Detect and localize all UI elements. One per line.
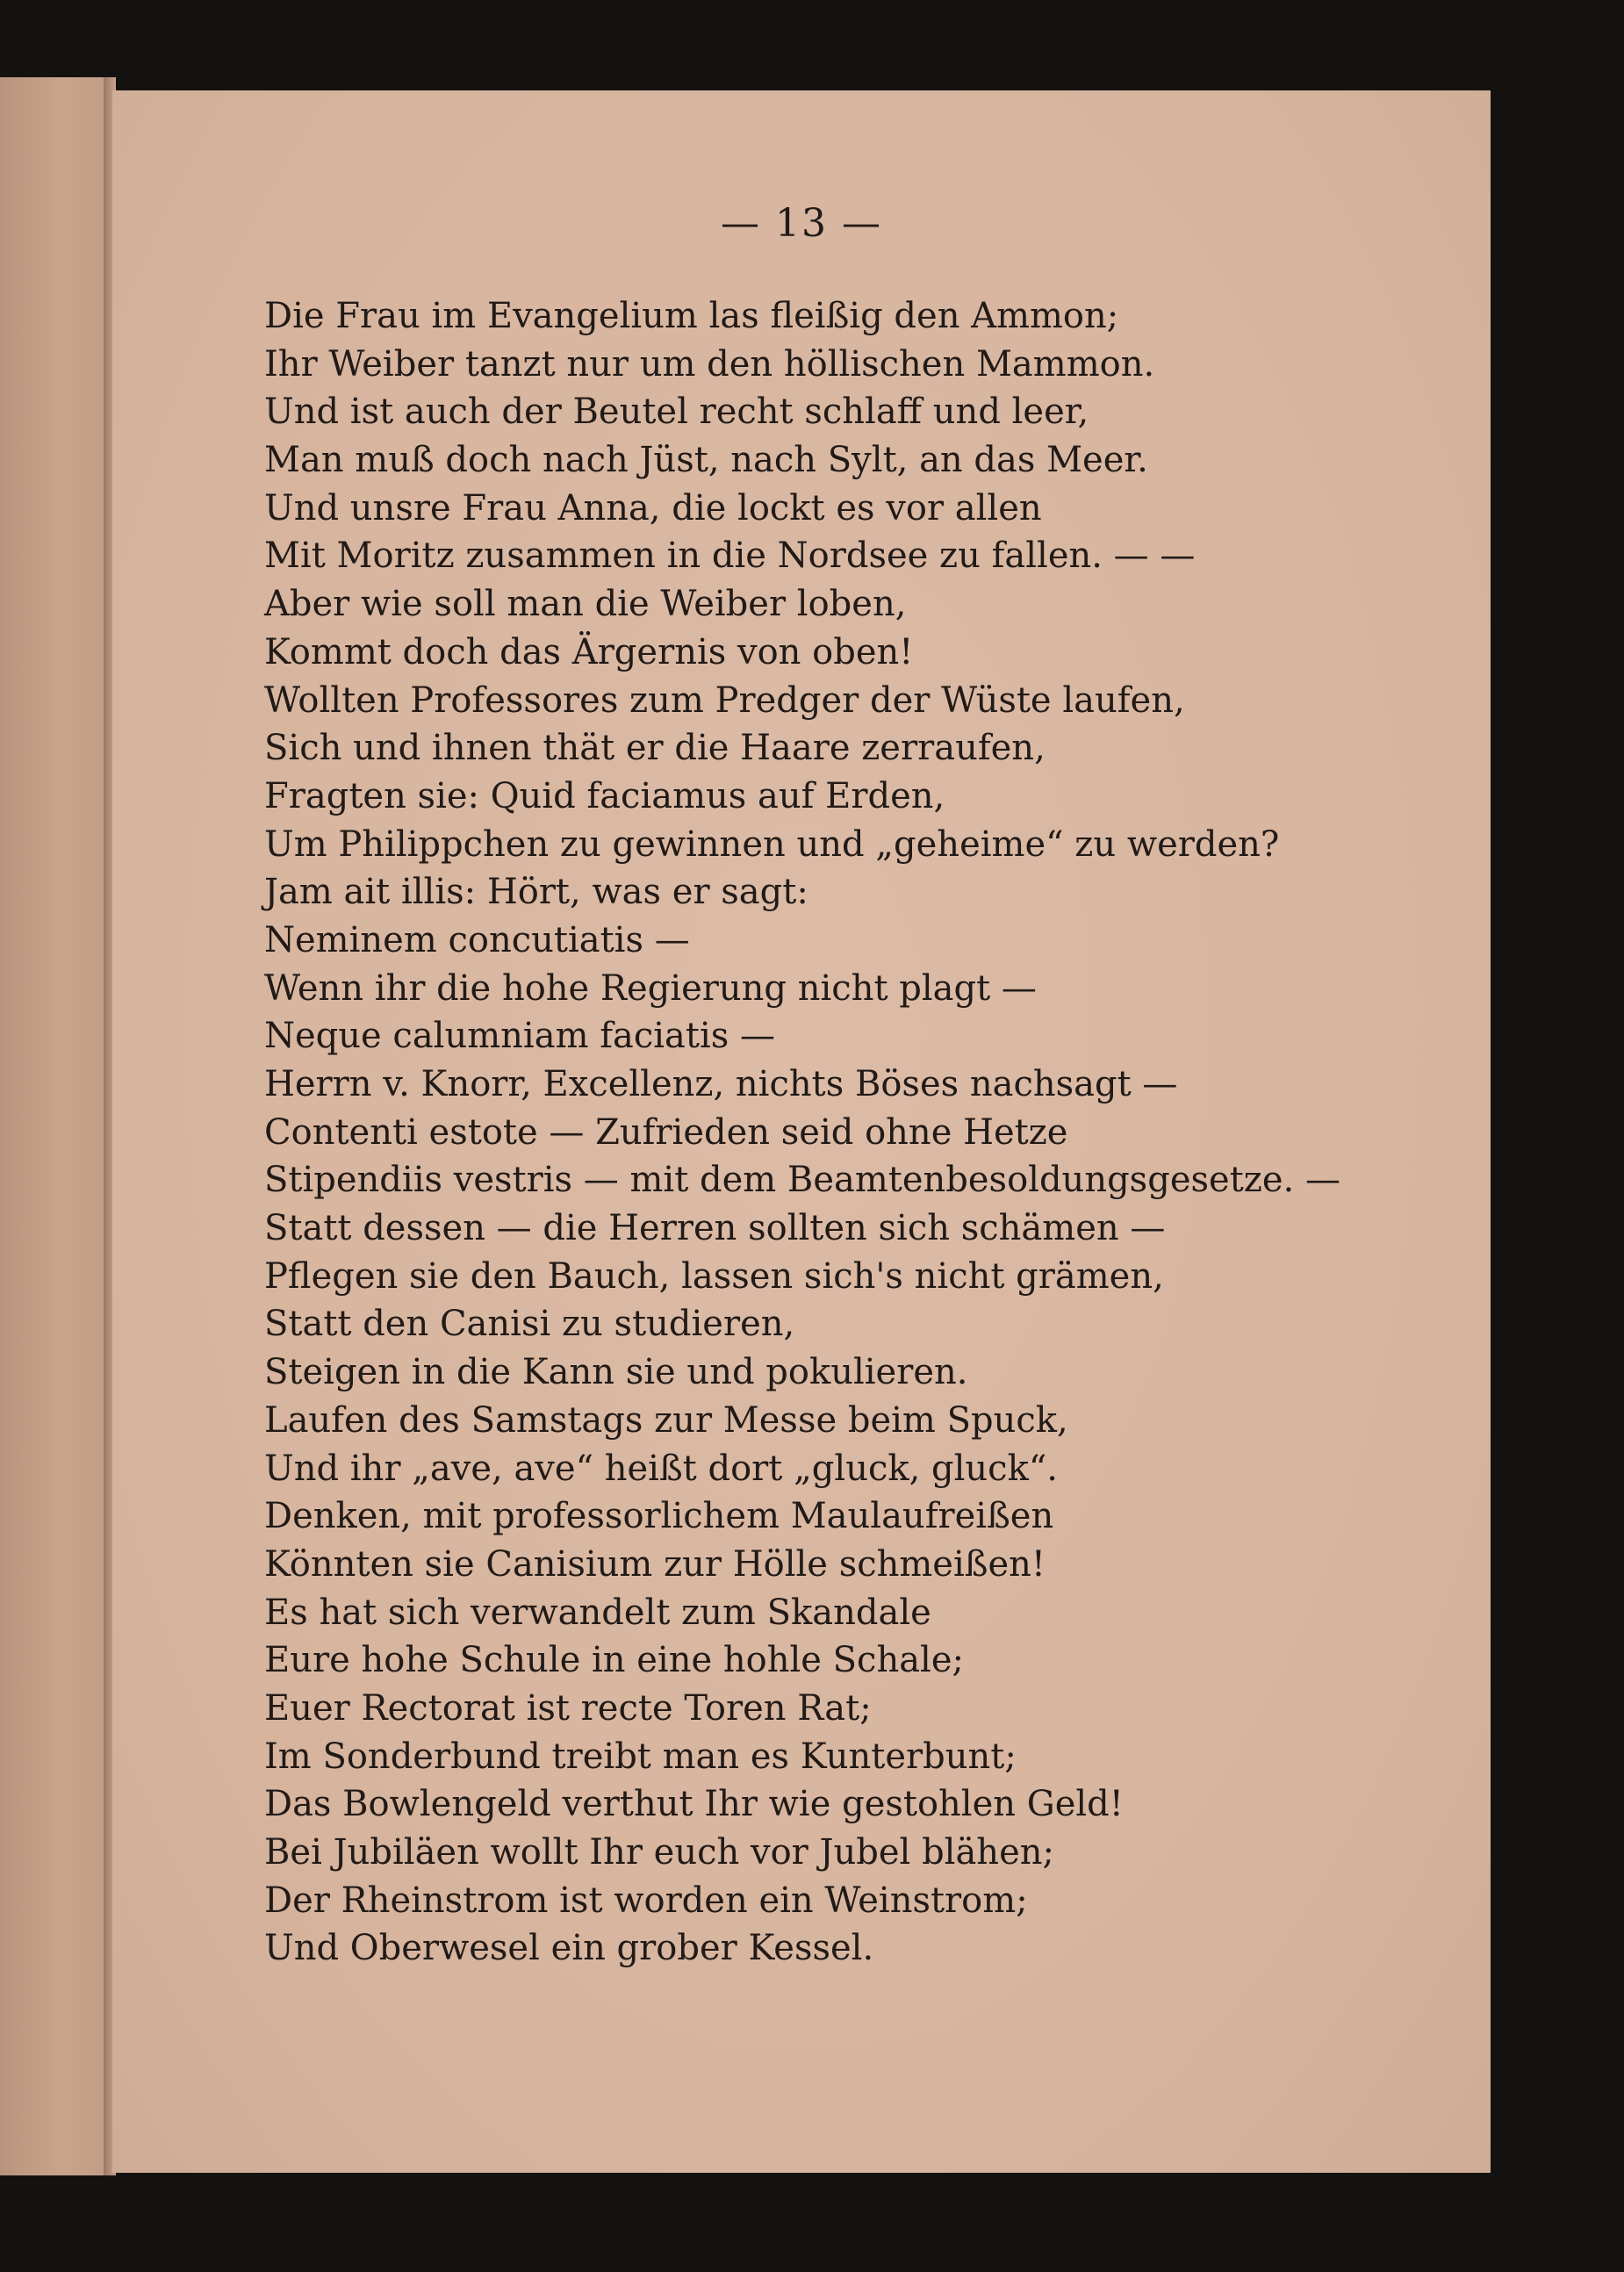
poem-line: Denken, mit professorlichem Maulaufreißen: [264, 1496, 1054, 1537]
poem-line: Und ist auch der Beutel recht schlaff und leer,: [264, 392, 1089, 433]
poem-line: Bei Jubiläen wollt Ihr euch vor Jubel blähen;: [264, 1832, 1054, 1873]
poem-line: Ihr Weiber tanzt nur um den höllischen Mammon.: [264, 343, 1155, 385]
poem-line: Neminem concutiatis —: [264, 919, 690, 960]
poem-line: Aber wie soll man die Weiber loben,: [264, 584, 907, 625]
poem-line: Neque calumniam faciatis —: [264, 1016, 776, 1057]
book-page: [112, 90, 1491, 2173]
poem-line: Wenn ihr die hohe Regierung nicht plagt —: [264, 967, 1037, 1009]
poem-line: Stipendiis vestris — mit dem Beamtenbesoldungsgesetze. —: [264, 1160, 1340, 1201]
poem-line: Laufen des Samstags zur Messe beim Spuck,: [264, 1399, 1068, 1441]
poem-line: Um Philippchen zu gewinnen und „geheime“ zu werden?: [264, 823, 1280, 865]
poem-line: Man muß doch nach Jüst, nach Sylt, an das Meer.: [264, 440, 1148, 481]
poem-line: Statt den Canisi zu studieren,: [264, 1304, 795, 1345]
poem-line: Contenti estote — Zufrieden seid ohne Hetze: [264, 1111, 1068, 1153]
poem-line: Wollten Professores zum Predger der Wüste laufen,: [264, 679, 1185, 721]
poem-line: Es hat sich verwandelt zum Skandale: [264, 1592, 931, 1633]
poem-line: Und unsre Frau Anna, die lockt es vor allen: [264, 487, 1042, 528]
previous-page-edge: [0, 77, 114, 2175]
poem-line: Der Rheinstrom ist worden ein Weinstrom;: [264, 1880, 1028, 1921]
page-number: — 13 —: [721, 201, 882, 246]
poem-text: [264, 292, 1476, 1973]
poem-line: Die Frau im Evangelium las fleißig den Ammon;: [264, 296, 1119, 336]
poem-line: Und Oberwesel ein grober Kessel.: [264, 1928, 874, 1969]
poem-line: Statt dessen — die Herren sollten sich schämen —: [264, 1208, 1166, 1249]
poem-line: Sich und ihnen thät er die Haare zerraufen,: [264, 728, 1046, 769]
poem-line: Im Sonderbund treibt man es Kunterbunt;: [264, 1736, 1017, 1777]
poem-line: Das Bowlengeld verthut Ihr wie gestohlen Geld!: [264, 1784, 1124, 1825]
poem-line: Pflegen sie den Bauch, lassen sich's nicht grämen,: [264, 1255, 1164, 1297]
poem-line: Euer Rectorat ist recte Toren Rat;: [264, 1687, 872, 1729]
poem-line: Jam ait illis: Hört, was er sagt:: [264, 872, 808, 913]
poem-line: Mit Moritz zusammen in die Nordsee zu fallen. — —: [264, 536, 1196, 577]
poem-line: Und ihr „ave, ave“ heißt dort „gluck, gluck“.: [264, 1448, 1058, 1489]
poem-line: Könnten sie Canisium zur Hölle schmeißen!: [264, 1543, 1046, 1585]
poem-line: Steigen in die Kann sie und pokulieren.: [264, 1352, 968, 1393]
poem-line: Fragten sie: Quid faciamus auf Erden,: [264, 775, 945, 816]
poem-line: Eure hohe Schule in eine hohle Schale;: [264, 1640, 964, 1681]
poem-line: Herrn v. Knorr, Excellenz, nichts Böses nachsagt —: [264, 1064, 1178, 1104]
poem-line: Kommt doch das Ärgernis von oben!: [264, 631, 914, 672]
